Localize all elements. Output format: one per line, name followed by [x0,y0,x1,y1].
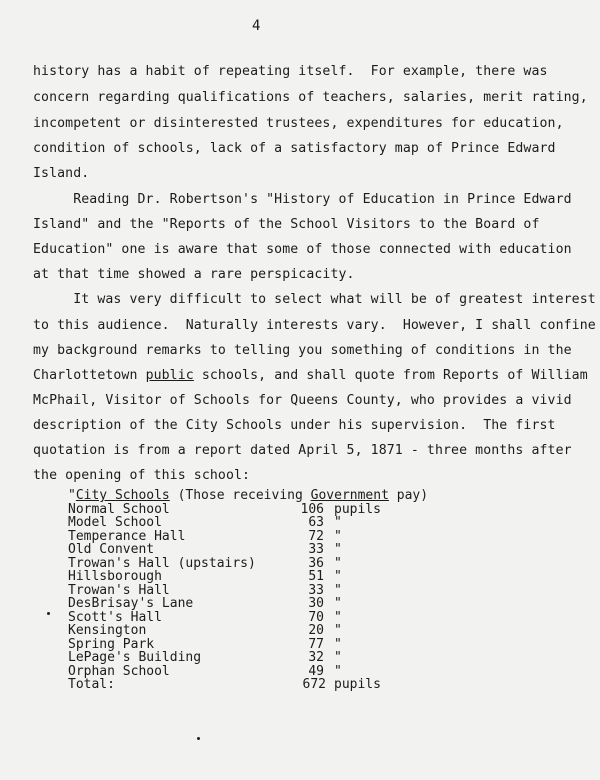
table-title: City Schools [75,488,170,503]
table-row [68,664,428,678]
table-row [68,623,428,637]
body-line: incompetent or disinterested trustees, expenditures for education, [33,116,564,131]
table-row [68,515,428,529]
ditto-mark: " [334,636,342,652]
school-name: Scott's Hall [68,609,162,625]
pupil-count: 20 [308,623,324,638]
table-row [68,650,428,664]
school-name: DesBrisay's Lane [68,596,194,611]
ditto-mark: " [334,650,342,665]
body-line: concern regarding qualifications of teachers, salaries, merit rating, [33,90,588,105]
ditto-mark: " [334,609,342,625]
ditto-mark: " [334,542,342,557]
body-line: McPhail, Visitor of Schools for Queens County, who provides a vivid [33,393,572,408]
line-text: schools, and shall quote from Reports of William [193,368,588,383]
school-name: Old Convent [68,542,155,557]
total-count: 672 [302,677,326,692]
stray-mark [197,737,200,740]
pupil-count: 106 [300,501,324,517]
body-line: Reading Dr. Robertson's "History of Education in Prince Edward [33,192,572,207]
table-row [68,529,428,543]
schools-table [68,488,428,691]
school-name: Trowan's Hall [68,582,170,598]
ditto-mark: " [334,515,342,530]
school-name: Kensington [68,623,147,638]
line-text: Charlottetown [33,368,146,383]
pupil-count: 36 [308,555,324,571]
ditto-mark: " [334,623,342,638]
stray-mark [47,612,50,615]
table-heading-government: Government [310,488,389,503]
pupil-count: 33 [308,582,324,598]
table-row [68,610,428,624]
pupil-count: 49 [308,663,324,679]
body-line: quotation is from a report dated April 5, 1871 - three months after [33,443,572,458]
school-name: Temperance Hall [68,528,186,544]
quote-mark: " [68,488,76,503]
total-unit: pupils [334,677,381,692]
table-heading [68,488,428,502]
pupil-count: 63 [308,515,324,530]
body-line: condition of schools, lack of a satisfactory map of Prince Edward [33,141,556,156]
pupil-count: 77 [308,636,324,652]
ditto-mark: " [334,528,342,544]
table-row [68,502,428,516]
school-name: Orphan School [68,663,170,679]
school-name: Hillsborough [68,569,162,584]
body-line: description of the City Schools under his supervision. The first [33,418,556,433]
underlined-word: public [145,368,194,383]
ditto-mark: " [334,596,342,611]
school-name: Spring Park [68,636,155,652]
school-name: Model School [68,515,162,530]
page-number: 4 [252,18,261,34]
unit-label: pupils [334,501,381,517]
table-row [68,637,428,651]
pupil-count: 72 [308,528,324,544]
table-row [68,569,428,583]
pupil-count: 33 [308,542,324,557]
body-line [33,368,588,383]
body-line: Island" and the "Reports of the School Visitors to the Board of [33,217,540,232]
pupil-count: 51 [308,569,324,584]
table-heading-text: pay) [388,488,429,503]
body-line: at that time showed a rare perspicacity. [33,267,355,282]
body-line: Island. [33,166,90,181]
table-row [68,583,428,597]
body-line: the opening of this school: [33,468,251,483]
table-row [68,556,428,570]
total-label: Total: [68,677,115,692]
pupil-count: 70 [308,609,324,625]
body-line: Education" one is aware that some of those connected with education [33,242,572,257]
table-total-row [68,677,428,691]
body-line: It was very difficult to select what will be of greatest interest [33,292,596,307]
body-line: to this audience. Naturally interests vary. However, I shall confine [33,318,596,333]
body-line: my background remarks to telling you something of conditions in the [33,343,572,358]
ditto-mark: " [334,663,342,679]
ditto-mark: " [334,582,342,598]
body-line: history has a habit of repeating itself. For example, there was [33,64,548,79]
table-row [68,596,428,610]
table-heading-text: (Those receiving [169,488,311,503]
ditto-mark: " [334,555,342,571]
ditto-mark: " [334,569,342,584]
table-row [68,542,428,556]
school-name: Normal School [68,501,170,517]
school-name: Trowan's Hall (upstairs) [68,555,256,571]
pupil-count: 30 [308,596,324,611]
pupil-count: 32 [308,650,324,665]
school-name: LePage's Building [68,650,202,665]
